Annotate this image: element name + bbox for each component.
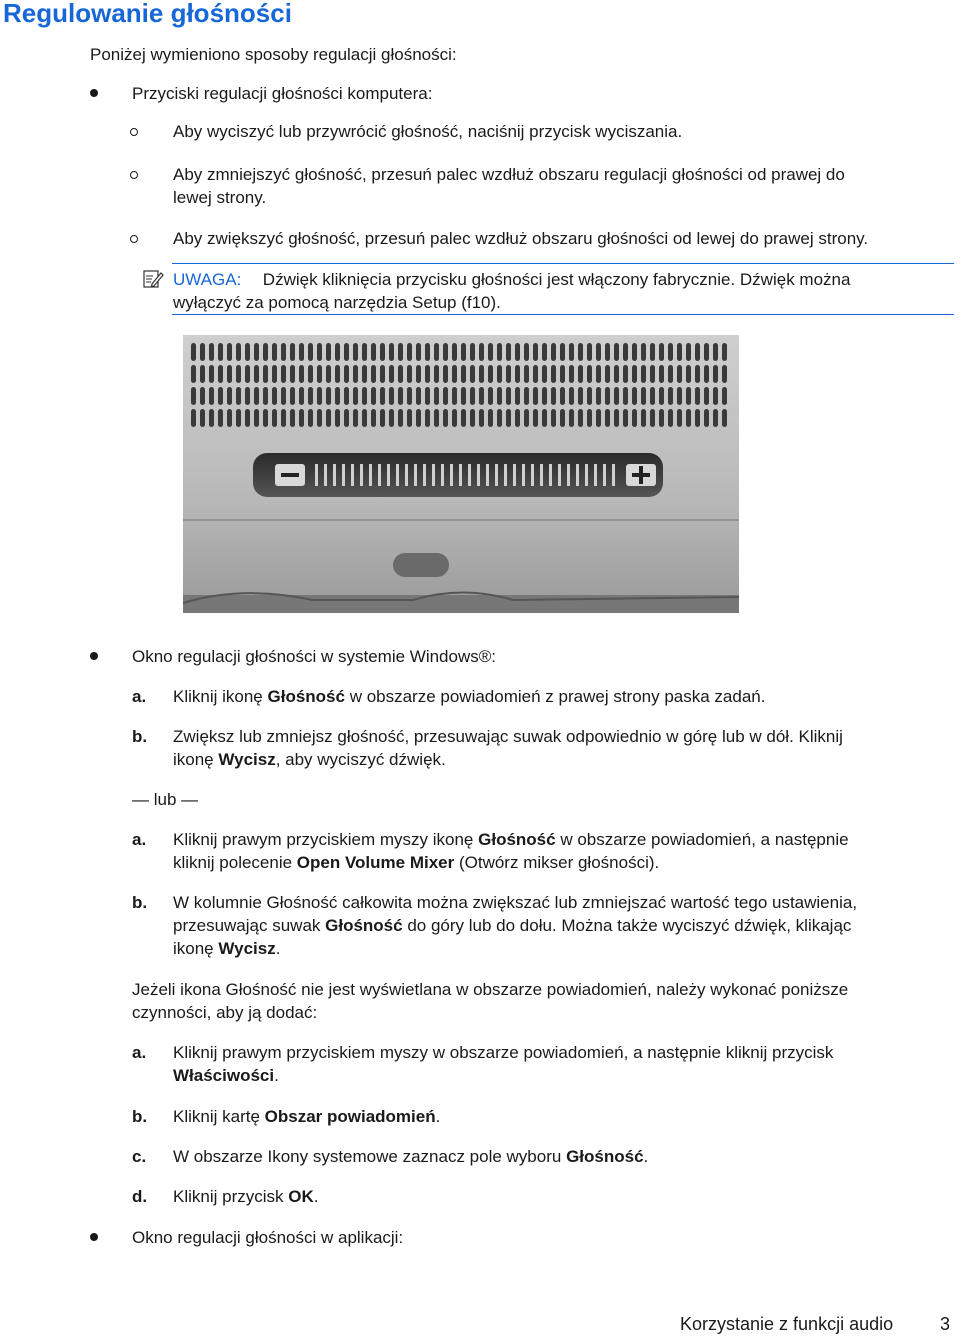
step-letter: b. bbox=[132, 1107, 148, 1126]
note-line-1 bbox=[173, 268, 850, 291]
sub-bullet bbox=[130, 235, 138, 243]
volume-control-photo bbox=[183, 335, 739, 613]
sub-item-text: Aby zmniejszyć głośność, przesuń palec wzdłuż obszaru regulacji głośności od prawej do bbox=[173, 165, 845, 184]
step-text: W kolumnie Głośność całkowita można zwiększać lub zmniejszać wartość tego ustawienia, bbox=[173, 893, 858, 912]
step-text: przesuwając suwak Głośność do góry lub do dołu. Można także wyciszyć dźwięk, klikając bbox=[173, 916, 852, 935]
step-letter: b. bbox=[132, 893, 148, 912]
step-letter: c. bbox=[132, 1147, 147, 1166]
note-rule-top bbox=[172, 263, 954, 264]
paragraph-text: Jeżeli ikona Głośność nie jest wyświetlana w obszarze powiadomień, należy wykonać poniższe bbox=[132, 980, 849, 999]
page-title: Regulowanie głośności bbox=[3, 0, 292, 28]
page-number: 3 bbox=[940, 1314, 951, 1334]
note-label: UWAGA: bbox=[173, 270, 242, 289]
step-text: ikonę Wycisz, aby wyciszyć dźwięk. bbox=[173, 750, 446, 769]
note-text: Dźwięk kliknięcia przycisku głośności jest włączony fabrycznie. Dźwięk można bbox=[262, 270, 851, 289]
step-text: Kliknij prawym przyciskiem myszy ikonę Głośność w obszarze powiadomień, a następnie bbox=[173, 830, 849, 849]
sub-item-text: Aby wyciszyć lub przywrócić głośność, naciśnij przycisk wyciszania. bbox=[173, 122, 683, 141]
step-text: Właściwości. bbox=[173, 1066, 279, 1085]
or-separator: — lub — bbox=[132, 790, 199, 809]
sub-item-text: Aby zwiększyć głośność, przesuń palec wzdłuż obszaru głośności od lewej do prawej strony. bbox=[173, 229, 869, 248]
bullet-text: Okno regulacji głośności w systemie Windows®: bbox=[132, 647, 496, 666]
step-letter: a. bbox=[132, 1043, 147, 1062]
note-rule-bottom bbox=[172, 314, 954, 315]
bullet-text: Okno regulacji głośności w aplikacji: bbox=[132, 1228, 404, 1247]
step-text: W obszarze Ikony systemowe zaznacz pole wyboru Głośność. bbox=[173, 1147, 649, 1166]
step-text: Kliknij kartę Obszar powiadomień. bbox=[173, 1107, 441, 1126]
step-text: Kliknij przycisk OK. bbox=[173, 1187, 319, 1206]
step-letter: d. bbox=[132, 1187, 148, 1206]
bullet-dot bbox=[90, 1233, 98, 1241]
step-text: kliknij polecenie Open Volume Mixer (Otwórz mikser głośności). bbox=[173, 853, 660, 872]
bullet-dot bbox=[90, 89, 98, 97]
paragraph-text: czynności, aby ją dodać: bbox=[132, 1003, 318, 1022]
footer-chapter: Korzystanie z funkcji audio bbox=[680, 1314, 894, 1334]
sub-item-text: lewej strony. bbox=[173, 188, 267, 207]
step-text: ikonę Wycisz. bbox=[173, 939, 281, 958]
note-icon bbox=[142, 268, 164, 290]
step-letter: b. bbox=[132, 727, 148, 746]
intro-text: Poniżej wymieniono sposoby regulacji głośności: bbox=[90, 45, 457, 64]
step-letter: a. bbox=[132, 830, 147, 849]
step-text: Zwiększ lub zmniejsz głośność, przesuwając suwak odpowiednio w górę lub w dół. Kliknij bbox=[173, 727, 843, 746]
step-text: Kliknij ikonę Głośność w obszarze powiadomień z prawej strony paska zadań. bbox=[173, 687, 766, 706]
step-text: Kliknij prawym przyciskiem myszy w obszarze powiadomień, a następnie kliknij przycisk bbox=[173, 1043, 834, 1062]
bullet-dot bbox=[90, 652, 98, 660]
step-letter: a. bbox=[132, 687, 147, 706]
sub-bullet bbox=[130, 171, 138, 179]
sub-bullet bbox=[130, 128, 138, 136]
note-line-2: wyłączyć za pomocą narzędzia Setup (f10). bbox=[173, 293, 501, 312]
bullet-text: Przyciski regulacji głośności komputera: bbox=[132, 84, 433, 103]
